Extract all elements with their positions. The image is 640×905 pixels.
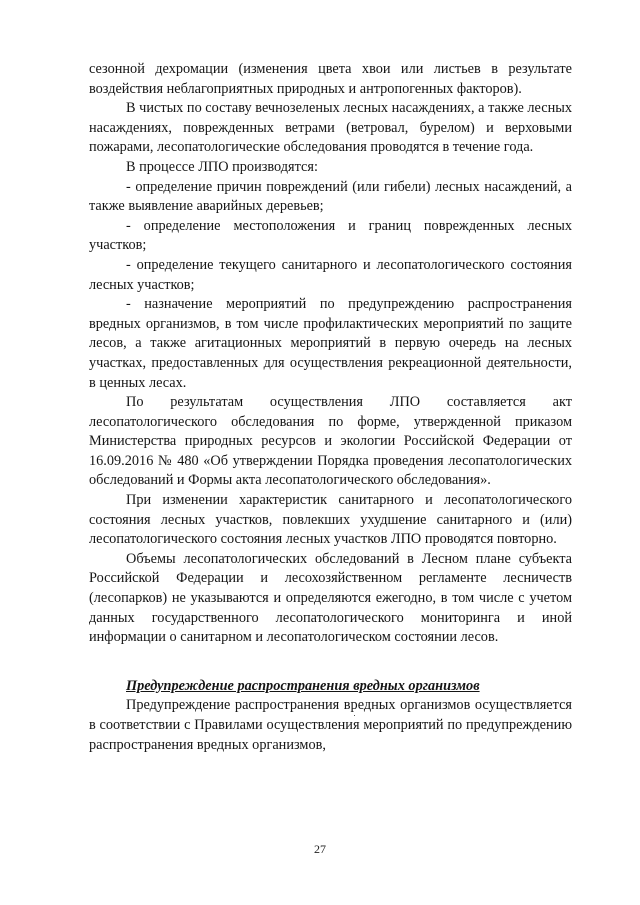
paragraph: В процессе ЛПО производятся:	[126, 158, 318, 175]
list-item: - определение причин повреждений (или гибели) лесных насаждений, а также выявление аварийных деревьев;	[89, 178, 572, 215]
body-text	[89, 60, 572, 755]
paragraph: По результатам осуществления ЛПО составляется акт лесопатологического обследования по форме, утвержденной приказом Министерства природных ресурсов и экологии Российской Федерации от 16.09.2016 № 480 «Об утверждении Порядка проведения лесопатологических обследований и Формы акта лесопатологического обследования».	[89, 394, 572, 489]
scan-speck	[354, 715, 355, 716]
paragraph: Предупреждение распространения вредных организмов осуществляется в соответствии с Правилами осуществления мероприятий по предупреждению распространения вредных организмов,	[89, 697, 572, 753]
paragraph: В чистых по составу вечнозеленых лесных насаждениях, а также лесных насаждениях, поврежденных ветрами (ветровал, бурелом) и верховыми пожарами, лесопатологические обследования проводятся в течение года.	[89, 100, 572, 156]
page-number: 27	[314, 842, 326, 856]
list-item: - назначение мероприятий по предупреждению распространения вредных организмов, в том числе профилактических мероприятий по защите лесов, а также агитационных мероприятий в первую очередь на лесных участках, предоставленных для осуществления рекреационной деятельности, в ценных лесах.	[89, 296, 572, 391]
section-heading: Предупреждение распространения вредных организмов	[126, 677, 480, 694]
paragraph: сезонной дехромации (изменения цвета хвои или листьев в результате воздействия неблагоприятных природных и антропогенных факторов).	[89, 61, 572, 97]
paragraph: Объемы лесопатологических обследований в Лесном плане субъекта Российской Федерации и лесохозяйственном регламенте лесничеств (лесопарков) не указываются и определяются ежегодно, в том числе с учетом данных государственного лесопатологического мониторинга и иной информации о санитарном и лесопатологическом состоянии лесов.	[89, 550, 572, 646]
list-item: - определение текущего санитарного и лесопатологического состояния лесных участков;	[89, 256, 572, 293]
paragraph: При изменении характеристик санитарного и лесопатологического состояния лесных участков, повлекших ухудшение санитарного и (или) лесопатологического состояния лесных участков ЛПО проводятся повторно.	[89, 492, 572, 548]
list-item: - определение местоположения и границ поврежденных лесных участков;	[89, 217, 572, 254]
